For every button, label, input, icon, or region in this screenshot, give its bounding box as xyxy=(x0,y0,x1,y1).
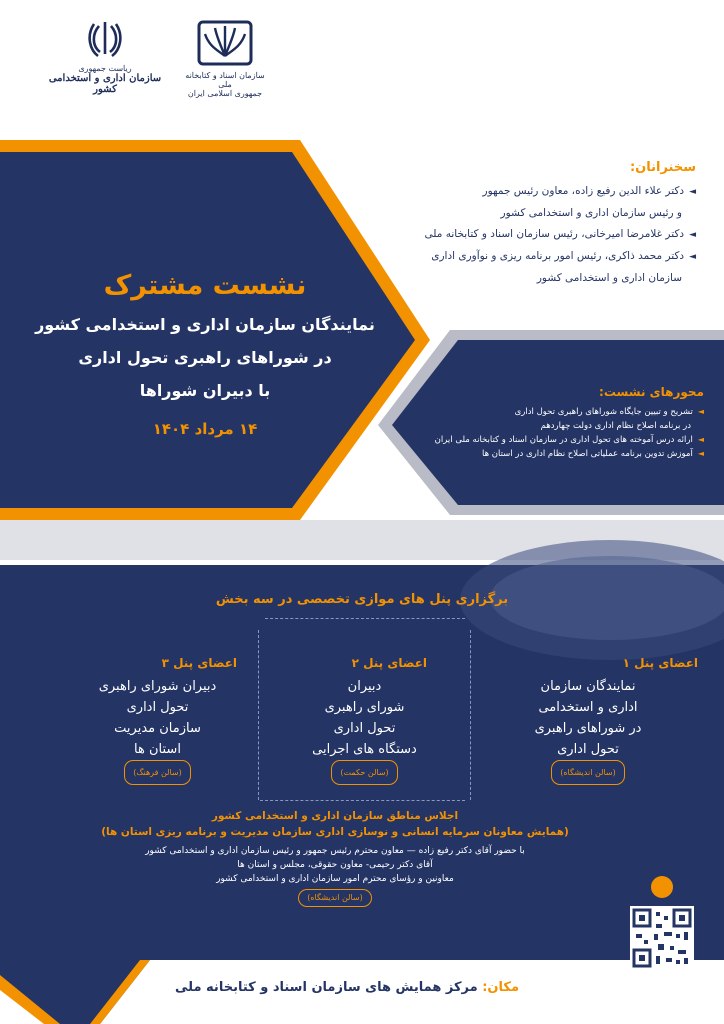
panel-divider xyxy=(258,630,259,800)
panel-1-line: در شوراهای راهبری xyxy=(534,721,642,736)
event-subtitle-line1: نمایندگان سازمان اداری و استخدامی کشور xyxy=(35,315,375,334)
panel-3-line: دبیران شورای راهبری xyxy=(98,679,217,694)
meeting-section xyxy=(70,808,600,907)
triangle-bullet-icon: ◄ xyxy=(697,407,704,416)
speaker-item: سازمان اداری و استخدامی کشور xyxy=(536,272,682,284)
panels-heading: برگزاری پنل های موازی تخصصی در سه بخش xyxy=(215,592,509,607)
panel-2-line: تحول اداری xyxy=(333,721,396,736)
panel-1-line: تحول اداری xyxy=(557,742,619,757)
event-date: ۱۴ مرداد ۱۴۰۴ xyxy=(152,420,258,438)
triangle-bullet-icon: ◄ xyxy=(689,252,696,262)
location-line xyxy=(119,980,519,995)
meeting-divider xyxy=(260,800,465,801)
meeting-line: معاونین و رؤسای محترم امور سازمان اداری و استخدامی کشور xyxy=(216,874,454,884)
speaker-item: ◄ دکتر محمد ذاکری، رئیس امور برنامه ریزی و نوآوری اداری xyxy=(396,246,696,268)
presidency-logo xyxy=(40,18,170,118)
panel-3-line: سازمان مدیریت xyxy=(114,721,201,736)
panels-heading-divider xyxy=(265,618,465,619)
meeting-line: با حضور آقای دکتر رفیع زاده — معاون محترم رئیس جمهور و رئیس سازمان اداری و استخدامی کشور xyxy=(145,846,525,856)
topics-title: محورهای نشست: xyxy=(599,385,704,399)
panel-3-hall: (سالن فرهنگ) xyxy=(124,760,190,785)
topic-item: ◄ ارائه درس آموخته های تحول اداری در سازمان اسناد و کتابخانه ملی ایران xyxy=(434,435,704,445)
meeting-subtitle: (همایش معاونان سرمایه انسانی و نوسازی اداری سازمان مدیریت و برنامه ریزی استان ها) xyxy=(101,826,569,838)
location-pin-icon xyxy=(651,876,673,898)
panel-3-line: تحول اداری xyxy=(126,700,189,715)
event-subtitle-line3: با دبیران شوراها xyxy=(139,381,271,400)
iran-emblem-icon xyxy=(88,18,122,58)
panel-2-line: دبیران xyxy=(347,679,382,694)
panel-2 xyxy=(262,656,467,785)
speakers-title: سخنرانان: xyxy=(629,160,696,175)
qr-code[interactable] xyxy=(630,906,694,970)
speaker-item: ◄ دکتر غلامرضا امیرخانی، رئیس سازمان اسناد و کتابخانه ملی xyxy=(396,224,696,246)
panel-1-line: اداری و استخدامی xyxy=(538,700,638,715)
triangle-bullet-icon: ◄ xyxy=(689,230,696,240)
library-emblem-icon xyxy=(197,20,253,66)
meeting-hall: (سالن اندیشگاه) xyxy=(298,889,372,907)
panel-3-line: استان ها xyxy=(134,742,181,757)
topic-item: ◄ تشریح و تبیین جایگاه شوراهای راهبری تحول اداری xyxy=(514,407,704,417)
library-logo-line1: سازمان اسناد و کتابخانه ملی xyxy=(185,71,265,89)
national-library-logo xyxy=(180,20,270,120)
speaker-item: و رئیس سازمان اداری و استخدامی کشور xyxy=(500,207,682,219)
library-logo-line2: جمهوری اسلامی ایران xyxy=(187,89,263,98)
panel-2-hall: (سالن حکمت) xyxy=(331,760,397,785)
panel-1 xyxy=(478,656,698,785)
meeting-line: آقای دکتر رحیمی- معاون حقوقی، مجلس و استان ها xyxy=(237,860,433,870)
location-label: مکان: xyxy=(482,980,519,995)
speaker-item: ◄ دکتر علاء الدین رفیع زاده، معاون رئیس جمهور xyxy=(396,181,696,203)
triangle-bullet-icon: ◄ xyxy=(697,435,704,444)
location-value: مرکز همایش های سازمان اسناد و کتابخانه ملی xyxy=(175,980,478,995)
panel-1-line: نمایندگان سازمان xyxy=(540,679,636,694)
presidency-logo-line1: ریاست جمهوری xyxy=(78,64,132,73)
panel-divider xyxy=(470,630,471,800)
topic-item: ◄ آموزش تدوین برنامه عملیاتی اصلاح نظام اداری در استان ها xyxy=(482,449,704,459)
event-title: نشست مشترک xyxy=(103,270,307,301)
speakers-section xyxy=(396,160,696,289)
triangle-bullet-icon: ◄ xyxy=(689,187,696,197)
presidency-logo-line2: سازمان اداری و استخدامی کشور xyxy=(48,73,162,95)
panel-1-hall: (سالن اندیشگاه) xyxy=(551,760,625,785)
panel-3 xyxy=(60,656,255,785)
triangle-bullet-icon: ◄ xyxy=(697,449,704,458)
topics-section xyxy=(404,385,704,461)
panel-2-line: شورای راهبری xyxy=(324,700,405,715)
event-subtitle-line2: در شوراهای راهبری تحول اداری xyxy=(78,348,332,367)
panel-2-line: دستگاه های اجرایی xyxy=(312,742,417,757)
panel-1-title: اعضای پنل ۱ xyxy=(622,656,698,670)
title-block xyxy=(0,270,410,438)
meeting-title: اجلاس مناطق سازمان اداری و استخدامی کشور xyxy=(211,810,459,822)
panel-3-title: اعضای پنل ۳ xyxy=(161,656,237,670)
topic-item: در برنامه اصلاح نظام اداری دولت چهاردهم xyxy=(540,421,691,431)
panel-2-title: اعضای پنل ۲ xyxy=(351,656,427,670)
